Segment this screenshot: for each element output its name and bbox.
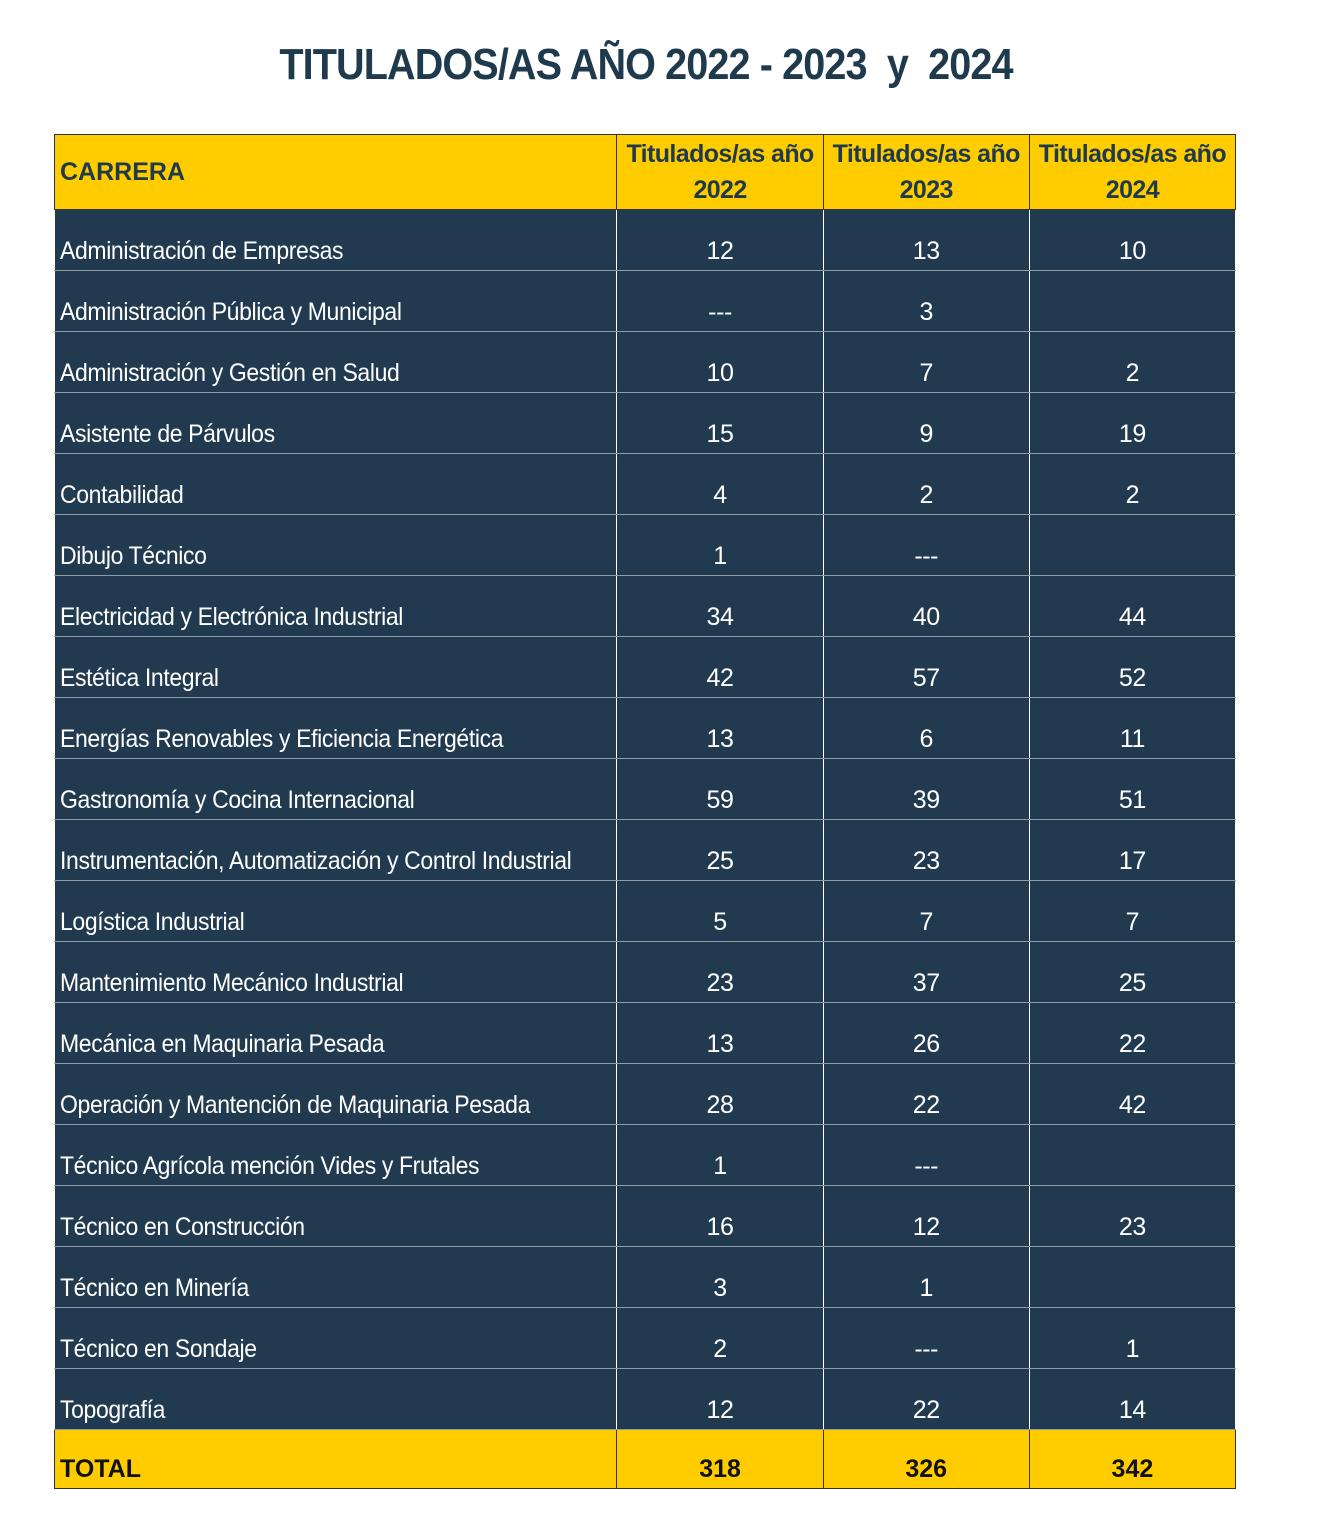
header-year-line1: Titulados/as año xyxy=(832,140,1020,168)
career-cell: Energías Renovables y Eficiencia Energética xyxy=(55,698,617,759)
value-2023-cell: --- xyxy=(823,1308,1029,1369)
table-row xyxy=(55,820,1236,881)
total-2024-cell: 342 xyxy=(1029,1430,1235,1489)
value-2023-cell: 3 xyxy=(823,271,1029,332)
career-cell: Mecánica en Maquinaria Pesada xyxy=(55,1003,617,1064)
value-2024-cell: 25 xyxy=(1029,942,1235,1003)
value-2024-cell: 44 xyxy=(1029,576,1235,637)
value-2023-cell: 40 xyxy=(823,576,1029,637)
value-2023-cell: 12 xyxy=(823,1186,1029,1247)
value-2022-cell: 25 xyxy=(617,820,823,881)
career-cell: Administración de Empresas xyxy=(55,210,617,271)
value-2024-cell: 42 xyxy=(1029,1064,1235,1125)
value-2023-cell: 26 xyxy=(823,1003,1029,1064)
table-row xyxy=(55,1186,1236,1247)
career-cell: Mantenimiento Mecánico Industrial xyxy=(55,942,617,1003)
value-2023-cell: 23 xyxy=(823,820,1029,881)
value-2024-cell xyxy=(1029,515,1235,576)
table-row xyxy=(55,759,1236,820)
value-2024-cell: 2 xyxy=(1029,332,1235,393)
value-2023-cell: 13 xyxy=(823,210,1029,271)
table-row xyxy=(55,1369,1236,1430)
value-2024-cell: 52 xyxy=(1029,637,1235,698)
table-row xyxy=(55,1247,1236,1308)
header-row xyxy=(55,135,1236,210)
table-row xyxy=(55,271,1236,332)
header-year-line2: 2023 xyxy=(899,176,953,204)
value-2023-cell: 37 xyxy=(823,942,1029,1003)
table-row xyxy=(55,515,1236,576)
table-row xyxy=(55,881,1236,942)
career-cell: Técnico en Construcción xyxy=(55,1186,617,1247)
value-2022-cell: 4 xyxy=(617,454,823,515)
value-2022-cell: 10 xyxy=(617,332,823,393)
table-row xyxy=(55,210,1236,271)
value-2023-cell: 6 xyxy=(823,698,1029,759)
career-cell: Asistente de Párvulos xyxy=(55,393,617,454)
career-cell: Contabilidad xyxy=(55,454,617,515)
page-title: TITULADOS/AS AÑO 2022 - 2023 y 2024 xyxy=(279,40,1013,89)
table-row xyxy=(55,942,1236,1003)
career-cell: Topografía xyxy=(55,1369,617,1430)
header-career-label: CARRERA xyxy=(60,157,185,186)
value-2022-cell: 23 xyxy=(617,942,823,1003)
value-2023-cell: 39 xyxy=(823,759,1029,820)
value-2022-cell: 13 xyxy=(617,1003,823,1064)
value-2023-cell: 1 xyxy=(823,1247,1029,1308)
value-2022-cell: 5 xyxy=(617,881,823,942)
header-year-line2: 2024 xyxy=(1105,176,1160,204)
value-2024-cell: 17 xyxy=(1029,820,1235,881)
value-2022-cell: 28 xyxy=(617,1064,823,1125)
table-row xyxy=(55,393,1236,454)
table-row xyxy=(55,1064,1236,1125)
value-2023-cell: 7 xyxy=(823,881,1029,942)
table-row xyxy=(55,698,1236,759)
value-2023-cell: 22 xyxy=(823,1064,1029,1125)
value-2022-cell: 59 xyxy=(617,759,823,820)
career-cell: Técnico Agrícola mención Vides y Frutales xyxy=(55,1125,617,1186)
header-year-2023 xyxy=(823,135,1029,210)
value-2024-cell: 1 xyxy=(1029,1308,1235,1369)
total-label-cell: TOTAL xyxy=(55,1430,617,1489)
value-2022-cell: 2 xyxy=(617,1308,823,1369)
career-cell: Gastronomía y Cocina Internacional xyxy=(55,759,617,820)
value-2024-cell: 51 xyxy=(1029,759,1235,820)
header-year-line2: 2022 xyxy=(693,176,747,204)
value-2022-cell: 13 xyxy=(617,698,823,759)
value-2023-cell: 2 xyxy=(823,454,1029,515)
total-2022-cell: 318 xyxy=(617,1430,823,1489)
total-2023-cell: 326 xyxy=(823,1430,1029,1489)
value-2022-cell: 12 xyxy=(617,1369,823,1430)
value-2024-cell: 7 xyxy=(1029,881,1235,942)
value-2022-cell: 16 xyxy=(617,1186,823,1247)
career-cell: Administración y Gestión en Salud xyxy=(55,332,617,393)
value-2024-cell: 22 xyxy=(1029,1003,1235,1064)
value-2024-cell: 2 xyxy=(1029,454,1235,515)
career-cell: Técnico en Minería xyxy=(55,1247,617,1308)
value-2024-cell xyxy=(1029,1125,1235,1186)
value-2022-cell: 3 xyxy=(617,1247,823,1308)
value-2023-cell: --- xyxy=(823,515,1029,576)
table-row xyxy=(55,1003,1236,1064)
value-2022-cell: 1 xyxy=(617,515,823,576)
value-2022-cell: 12 xyxy=(617,210,823,271)
value-2022-cell: 34 xyxy=(617,576,823,637)
table-row xyxy=(55,454,1236,515)
header-year-2024 xyxy=(1029,135,1235,210)
table-row xyxy=(55,576,1236,637)
total-row xyxy=(55,1430,1236,1489)
career-cell: Operación y Mantención de Maquinaria Pesada xyxy=(55,1064,617,1125)
value-2024-cell: 11 xyxy=(1029,698,1235,759)
value-2022-cell: 1 xyxy=(617,1125,823,1186)
career-cell: Estética Integral xyxy=(55,637,617,698)
value-2024-cell: 19 xyxy=(1029,393,1235,454)
career-cell: Dibujo Técnico xyxy=(55,515,617,576)
value-2023-cell: 7 xyxy=(823,332,1029,393)
value-2024-cell: 23 xyxy=(1029,1186,1235,1247)
career-cell: Electricidad y Electrónica Industrial xyxy=(55,576,617,637)
table-row xyxy=(55,332,1236,393)
value-2024-cell xyxy=(1029,271,1235,332)
value-2022-cell: 15 xyxy=(617,393,823,454)
value-2024-cell: 14 xyxy=(1029,1369,1235,1430)
career-cell: Técnico en Sondaje xyxy=(55,1308,617,1369)
table-row xyxy=(55,1125,1236,1186)
value-2023-cell: 22 xyxy=(823,1369,1029,1430)
value-2024-cell: 10 xyxy=(1029,210,1235,271)
value-2023-cell: 9 xyxy=(823,393,1029,454)
graduates-table xyxy=(54,134,1236,1489)
value-2023-cell: --- xyxy=(823,1125,1029,1186)
career-cell: Instrumentación, Automatización y Control Industrial xyxy=(55,820,617,881)
header-career xyxy=(55,135,617,210)
value-2022-cell: 42 xyxy=(617,637,823,698)
header-year-2022 xyxy=(617,135,823,210)
table-row xyxy=(55,637,1236,698)
career-cell: Logística Industrial xyxy=(55,881,617,942)
value-2022-cell: --- xyxy=(617,271,823,332)
table-row xyxy=(55,1308,1236,1369)
value-2024-cell xyxy=(1029,1247,1235,1308)
header-year-line1: Titulados/as año xyxy=(1038,140,1226,168)
career-cell: Administración Pública y Municipal xyxy=(55,271,617,332)
header-year-line1: Titulados/as año xyxy=(626,140,814,168)
value-2023-cell: 57 xyxy=(823,637,1029,698)
